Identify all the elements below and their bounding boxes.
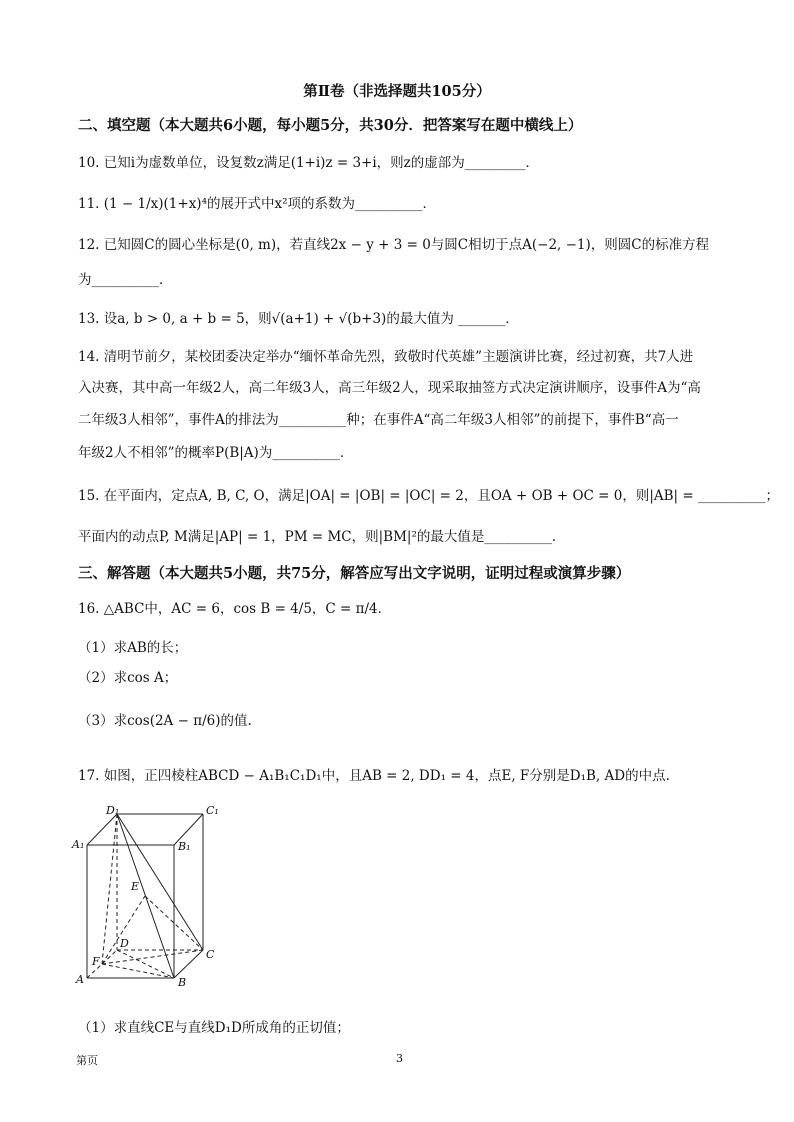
question-15-line-2: 平面内的动点P, M满足|AP| = 1，PM = MC，则|BM|²的最大值是__________． — [78, 529, 566, 545]
label-C: C — [206, 948, 215, 961]
question-10: 10. 已知i为虚数单位，设复数z满足(1+i)z = 3+i，则z的虚部为_________． — [78, 155, 540, 171]
prism-figure — [70, 800, 230, 992]
question-14-line-1: 14. 清明节前夕，某校团委决定举办“缅怀革命先烈，致敬时代英雄”主题演讲比赛，经过初赛，共7人进 — [78, 349, 694, 365]
label-B: B — [178, 976, 187, 989]
question-11: 11. (1 − 1/x)(1+x)⁴的展开式中x²项的系数为__________． — [78, 196, 437, 212]
question-16-part-3: （3）求cos(2A − π/6)的值. — [78, 713, 252, 729]
question-14-line-4: 年级2人不相邻”的概率P(B|A)为__________． — [78, 445, 354, 461]
question-14-line-2: 入决赛，其中高一年级2人，高二年级3人，高三年级2人，现采取抽签方式决定演讲顺序，设事件A为“高 — [78, 380, 701, 396]
question-16: 16. △ABC中，AC = 6，cos B = 4/5，C = π/4． — [78, 601, 392, 617]
question-15-line-1: 15. 在平面内，定点A, B, C, O，满足|OA| = |OB| = |OC| = 2，且OA + OB + OC = 0，则|AB| = __________； — [78, 488, 779, 504]
question-12-line-1: 12. 已知圆C的圆心坐标是(0, m)，若直线2x − y + 3 = 0与圆C相切于点A(−2, −1)，则圆C的标准方程 — [78, 237, 710, 253]
label-E: E — [131, 880, 140, 893]
question-17-part-1: （1）求直线CE与直线D₁D所成角的正切值； — [78, 1020, 350, 1036]
question-13: 13. 设a, b > 0, a + b = 5，则√(a+1) + √(b+3)的最大值为 _______． — [78, 311, 519, 327]
question-17: 17. 如图，正四棱柱ABCD − A₁B₁C₁D₁中，且AB = 2, DD₁ = 4，点E, F分别是D₁B, AD的中点. — [78, 768, 670, 784]
label-F: F — [92, 955, 100, 968]
label-D1: D₁ — [106, 804, 120, 817]
page-number: 3 — [396, 1052, 403, 1065]
label-D: D — [120, 937, 129, 950]
label-B1: B₁ — [178, 840, 191, 853]
label-C1: C₁ — [206, 804, 219, 817]
paper-title: 第Ⅱ卷（非选择题共105分） — [303, 83, 491, 100]
question-16-part-2: （2）求cos A； — [78, 670, 178, 686]
footer-label: 第页 — [76, 1054, 98, 1067]
question-14-line-3: 二年级3人相邻”，事件A的排法为__________种；在事件A“高二年级3人相邻”的前提下，事件B“高一 — [78, 412, 679, 428]
section-2-heading: 二、填空题（本大题共6小题，每小题5分，共30分．把答案写在题中横线上） — [78, 117, 583, 134]
section-3-heading: 三、解答题（本大题共5小题，共75分，解答应写出文字说明，证明过程或演算步骤） — [78, 565, 631, 582]
question-12-line-2: 为__________． — [78, 272, 173, 288]
label-A1: A₁ — [72, 838, 85, 851]
question-16-part-1: （1）求AB的长； — [78, 640, 188, 656]
label-A: A — [76, 973, 84, 986]
